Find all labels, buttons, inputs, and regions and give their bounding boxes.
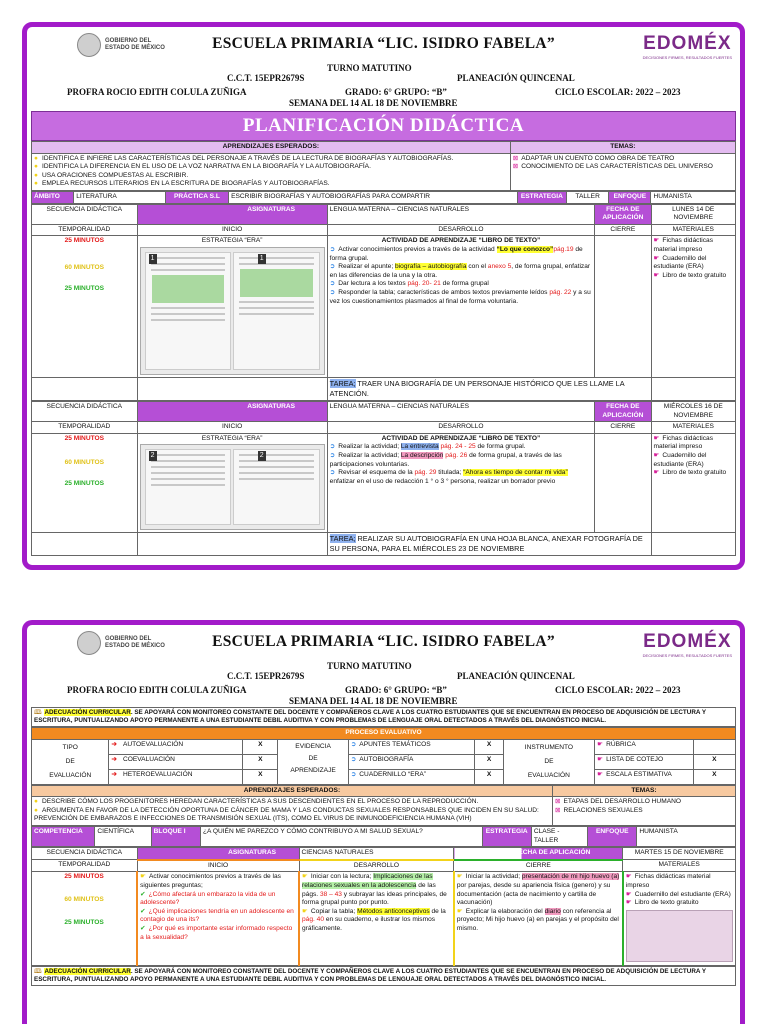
inicio-cell: ☛ Activar conocimientos previos a través de las siguientes preguntas; ✔ ¿Cómo afectará un embarazo la vida de un adolescente? ✔ ¿Qué implicaciones tendría en un adolescente en contagio de una its? ✔ ¿Por qué es importante estar informado respecto a la sexualidad? — [137, 872, 299, 965]
time-cierre: 25 MINUTOS — [64, 479, 105, 487]
arrow-icon: ➲ — [329, 451, 336, 459]
hand-pointer-icon: ☛ — [653, 469, 660, 477]
hand-pointer-icon: ☛ — [456, 907, 463, 915]
school-name: ESCUELA PRIMARIA “LIC. ISIDRO FABELA” — [212, 633, 555, 650]
tarea-text: REALIZAR SU AUTOBIOGRAFÍA EN UNA HOJA BLANCA, ANEXAR FOTOGRAFÍA DE SU PERSONA, PARA EL MIÉRCOLES 23 DE NOVIEMBRE — [329, 534, 643, 554]
checkbox-x-icon: ⊠ — [554, 798, 561, 806]
planeacion: PLANEACIÓN QUINCENAL — [457, 73, 575, 83]
col-cierre: CIERRE — [595, 224, 651, 236]
competencia-row — [31, 826, 736, 847]
col-desarrollo: DESARROLLO — [299, 860, 454, 872]
arrow-icon: ➲ — [350, 740, 357, 748]
time-desarrollo: 60 MINUTOS — [64, 263, 105, 271]
fecha-value: LUNES 14 DE NOVIEMBRE — [651, 204, 736, 224]
edomex-tagline: DECISIONES FIRMES, RESULTADOS FUERTES — [642, 55, 732, 60]
materiales-cell — [651, 236, 736, 378]
secuencia-label: SECUENCIA DIDÁCTICA — [32, 204, 138, 224]
temporalidad-cell — [32, 236, 138, 378]
col-materiales: MATERIALES — [651, 422, 736, 434]
asignaturas-value: LENGUA MATERNA – CIENCIAS NATURALES — [327, 401, 595, 421]
aprendizajes-header: APRENDIZAJES ESPERADOS: — [32, 785, 553, 797]
materiales-cell — [623, 872, 736, 965]
textbook-page-image: 1 1 — [140, 247, 325, 375]
planning-sheet-1 — [22, 22, 745, 570]
aprendizajes-table-2 — [31, 785, 736, 826]
session-2-table — [31, 401, 736, 556]
ambito-value: LITERATURA — [74, 191, 166, 203]
checkbox-x-icon: ⊠ — [554, 806, 561, 814]
secuencia-label: SECUENCIA DIDÁCTICA — [32, 848, 138, 860]
enfoque-value: HUMANISTA — [651, 191, 736, 203]
tema-item: ETAPAS DEL DESARROLLO HUMANO — [563, 798, 681, 806]
enfoque-label: ENFOQUE — [588, 826, 637, 846]
tipo-label: TIPO DE EVALUACIÓN — [32, 739, 109, 784]
edomex-logo — [643, 33, 732, 60]
competencia-label: COMPETENCIA — [32, 826, 95, 846]
asignaturas-label: ASIGNATURAS — [137, 204, 327, 224]
cierre-cell — [595, 236, 651, 378]
asignaturas-label: ASIGNATURAS — [137, 848, 299, 860]
time-inicio: 25 MINUTOS — [64, 873, 104, 881]
material-item: Libro de texto gratuito — [662, 469, 727, 477]
time-cierre: 25 MINUTOS — [64, 284, 105, 292]
inicio-cell — [137, 433, 327, 533]
aprendizaje-item: ● USA ORACIONES COMPUESTAS AL ESCRIBIR. — [34, 172, 508, 181]
book-icon: 🕮 — [34, 709, 42, 716]
adecuacion-text: . SE APOYARÁ CON MONITOREO CONSTANTE DEL DOCENTE Y COMPAÑEROS CLAVE A LOS CUATRO ESTUDIANTES QUE SE ENCUENTRAN EN PROCESO DE ADQUISICIÓN DE LECTURA Y ESCRITURA, PUNTUALIZANDO APOYO PERMANENTE A UNA ESTUDIANTE DEBIL AUDITIVA Y CON PROBLEMAS DE LENGUAJE ORAL DETECTADOS A TRAVÉS DEL DIAGNÓSTICO INICIAL. — [34, 967, 706, 983]
hand-pointer-icon: ☛ — [653, 434, 660, 442]
col-materiales: MATERIALES — [623, 860, 736, 872]
col-materiales: MATERIALES — [651, 224, 736, 236]
planeacion: PLANEACIÓN QUINCENAL — [457, 671, 575, 681]
semana: SEMANA DEL 14 AL 18 DE NOVIEMBRE — [289, 98, 458, 108]
arrow-icon: ➲ — [329, 469, 336, 477]
estrategia-label: ESTRATEGIA — [482, 826, 531, 846]
cierre-cell: ☛ Iniciar la actividad; presentación de mi hijo huevo (a) por parejas, desde su apariencia física (genero) y su documentación (acta de nacimiento y cartilla de vacunación) ☛ Explicar la elaboración del diario con referencia al proyecto; Mi hijo huevo (a) en parejas y el propósito del mismo. — [454, 872, 623, 965]
tarea-label: TAREA; — [329, 534, 356, 544]
estrategia-value: CLASE - TALLER — [531, 826, 587, 846]
aprendizaje-item: ● IDENTIFICA E INFIERE LAS CARACTERÍSTICAS DEL PERSONAJE A TRAVÉS DE LA LECTURA DE BIOGRAFÍAS Y AUTOBIOGRAFÍAS. — [34, 155, 508, 164]
tarea-cell — [327, 377, 651, 400]
arrow-icon: ➲ — [329, 443, 336, 451]
instrumento-label: INSTRUMENTO DE EVALUACIÓN — [503, 739, 595, 784]
evidencia-label: EVIDENCIA DE APRENDIZAJE — [278, 739, 348, 784]
planning-sheet-2 — [22, 620, 745, 1024]
hand-pointer-icon: ☛ — [597, 755, 604, 763]
evidencia-x: X — [475, 754, 503, 769]
grado-grupo: GRADO: 6° GRUPO: “B” — [345, 87, 447, 97]
adecuacion-cell — [32, 708, 736, 727]
adecuacion-top — [31, 707, 736, 727]
aprendizaje-item: ● EMPLEA RECURSOS LITERARIOS EN LA ESCRITURA DE BIOGRAFÍAS Y AUTOBIOGRAFÍAS. — [34, 180, 508, 189]
aprendizaje-item: ● IDENTIFICA LA DIFERENCIA EN EL USO DE LA VOZ NARRATIVA EN LA BIOGRAFÍA Y LA AUTOBIOGRAFÍA. — [34, 163, 508, 172]
turno: TURNO MATUTINO — [327, 661, 412, 671]
temas-list — [552, 797, 735, 826]
material-item: Libro de texto gratuito — [634, 899, 699, 907]
check-icon: ✔ — [140, 924, 146, 932]
time-desarrollo: 60 MINUTOS — [64, 459, 105, 467]
arrow-icon: ➲ — [350, 770, 357, 778]
tipo-item: COEVALUACIÓN — [122, 755, 175, 763]
instrumento-x — [693, 739, 735, 754]
time-inicio: 25 MINUTOS — [64, 434, 105, 442]
aprendizajes-header: APRENDIZAJES ESPERADOS: — [32, 142, 511, 154]
edomex-tagline: DECISIONES FIRMES, RESULTADOS FUERTES — [642, 653, 732, 658]
bloque-value: ¿A QUIÉN ME PAREZCO Y CÓMO CONTRIBUYO A MI SALUD SEXUAL? — [200, 826, 482, 846]
arrow-icon: ➲ — [350, 755, 357, 763]
tarea-text: TRAER UNA BIOGRAFÍA DE UN PERSONAJE HISTÓRICO QUE LES LLAME LA ATENCIÓN. — [329, 378, 625, 398]
check-icon: ✔ — [140, 907, 146, 915]
estrategia-era-label: ESTRATEGIA “ERA” — [201, 434, 263, 442]
hand-pointer-icon: ☛ — [456, 873, 463, 881]
col-inicio: INICIO — [137, 860, 299, 872]
estrategia-value: TALLER — [567, 191, 609, 203]
gob-line-1: GOBIERNO DEL — [105, 38, 152, 44]
aprendizaje-item: ● DESCRIBE CÓMO LOS PROGENITORES HEREDAN CARACTERÍSTICAS A SUS DESCENDIENTES EN EL PROCESO DE LA REPRODUCCIÓN. — [34, 798, 550, 807]
adecuacion-label: ADECUACIÓN CURRICULAR — [44, 709, 131, 716]
check-icon: ✔ — [140, 890, 146, 898]
time-cierre: 25 MINUTOS — [64, 918, 104, 926]
cierre-cell — [595, 433, 651, 533]
aprendizajes-list — [32, 797, 553, 826]
tema-item: RELACIONES SEXUALES — [563, 806, 643, 814]
hand-pointer-icon: ☛ — [653, 237, 660, 245]
temporalidad-cell — [32, 433, 138, 533]
instrumento-item: RÚBRICA — [606, 740, 636, 748]
arrow-icon: ➲ — [329, 280, 336, 288]
temporalidad-cell — [32, 872, 138, 965]
adecuacion-cell — [32, 966, 736, 985]
instrumento-x: X — [693, 754, 735, 769]
tipo-item: HETEROEVALUACIÓN — [122, 770, 193, 778]
proceso-header: PROCESO EVALUATIVO — [32, 728, 736, 740]
col-inicio: INICIO — [137, 224, 327, 236]
time-inicio: 25 MINUTOS — [64, 237, 105, 245]
hand-pointer-icon: ☛ — [302, 907, 308, 915]
arrow-icon: ➲ — [329, 263, 336, 271]
inicio-cell — [137, 236, 327, 378]
instrumento-x: X — [693, 769, 735, 784]
edomex-wordmark: EDOMÉX — [643, 631, 732, 652]
enfoque-label: ENFOQUE — [609, 191, 651, 203]
hand-pointer-icon: ☛ — [653, 451, 660, 459]
hand-pointer-icon: ☛ — [625, 873, 632, 881]
actividad-title: ACTIVIDAD DE APRENDIZAJE “LIBRO DE TEXTO” — [381, 237, 541, 245]
ambito-row — [31, 191, 736, 204]
edomex-wordmark: EDOMÉX — [643, 33, 732, 54]
tipo-x: X — [243, 739, 278, 754]
cct: C.C.T. 15EPR2679S — [227, 671, 305, 681]
secuencia-label: SECUENCIA DIDÁCTICA — [32, 401, 138, 421]
asignaturas-value: CIENCIAS NATURALES — [299, 848, 454, 860]
gob-line-2: ESTADO DE MÉXICO — [105, 643, 165, 649]
planificacion-banner: PLANIFICACIÓN DIDÁCTICA — [31, 111, 736, 141]
material-item: Cuadernillo del estudiante (ERA) — [634, 890, 731, 898]
desarrollo-cell: ☛ Iniciar con la lectura; Implicaciones de las relaciones sexuales en la adolescencia de las págs. 38 – 43 y subrayar las ideas principales, de forma grupal punto por punto. ☛ Copiar la tabla; Métodos anticonceptivos de la pág. 40 en su cuaderno, e ilustrar los mismos gráficamente. — [299, 872, 454, 965]
materials-photo — [626, 910, 733, 962]
profra: PROFRA ROCIO EDITH COLULA ZUÑIGA — [67, 685, 247, 695]
ambito-label: ÁMBITO — [32, 191, 74, 203]
fecha-value: MIÉRCOLES 16 DE NOVIEMBRE — [651, 401, 736, 421]
col-cierre: CIERRE — [454, 860, 623, 872]
aprendizajes-list — [32, 153, 511, 190]
ciclo: CICLO ESCOLAR: 2022 – 2023 — [555, 685, 681, 695]
gob-line-2: ESTADO DE MÉXICO — [105, 45, 165, 51]
turno: TURNO MATUTINO — [327, 63, 412, 73]
asignaturas-value: LENGUA MATERNA – CIENCIAS NATURALES — [327, 204, 595, 224]
competencia-value: CIENTÍFICA — [95, 826, 151, 846]
asignaturas-label: ASIGNATURAS — [137, 401, 327, 421]
tipo-x: X — [243, 769, 278, 784]
col-desarrollo: DESARROLLO — [327, 224, 595, 236]
instrumento-item: ESCALA ESTIMATIVA — [606, 770, 672, 778]
temas-header: TEMAS: — [552, 785, 735, 797]
tarea-label: TAREA; — [329, 378, 356, 388]
checkbox-x-icon: ⊠ — [512, 154, 519, 162]
hand-pointer-icon: ☛ — [597, 770, 604, 778]
semana: SEMANA DEL 14 AL 18 DE NOVIEMBRE — [289, 696, 458, 706]
hand-pointer-icon: ☛ — [625, 899, 632, 907]
temas-header: TEMAS: — [510, 142, 735, 154]
estrategia-era-label: ESTRATEGIA “ERA” — [201, 237, 263, 245]
arrow-right-icon: ➔ — [111, 755, 117, 763]
desarrollo-cell: ACTIVIDAD DE APRENDIZAJE “LIBRO DE TEXTO” ➲ Realizar la actividad; La entrevista pág. 24 - 25 de forma grupal. ➲ Realizar la actividad; La descripción pág. 26 de forma grupal, a través de las participaciones voluntarias. ➲ Revisar el esquema de la pág. 29 titulada; “Ahora es tiempo de contar mi vida” enfatizar en el uso de redacción 1 ° o 3 ° persona, realizar un borrador previo — [327, 433, 595, 533]
school-name: ESCUELA PRIMARIA “LIC. ISIDRO FABELA” — [212, 35, 555, 52]
col-desarrollo: DESARROLLO — [327, 422, 595, 434]
practica-value: ESCRIBIR BIOGRAFÍAS Y AUTOBIOGRAFÍAS PARA COMPARTIR — [229, 191, 518, 203]
fecha-value: MARTES 15 DE NOVIEMBRE — [623, 848, 736, 860]
tema-item: CONOCIMIENTO DE LAS CARACTERÍSTICAS DEL UNIVERSO — [521, 163, 713, 171]
proceso-evaluativo-table — [31, 727, 736, 785]
meta-block — [27, 63, 740, 109]
col-inicio: INICIO — [137, 422, 327, 434]
col-temporalidad: TEMPORALIDAD — [32, 224, 138, 236]
material-item: Fichas didácticas material impreso — [653, 434, 713, 451]
material-item: Fichas didácticas material impreso — [625, 873, 711, 889]
tarea-cell — [327, 533, 651, 556]
practica-label: PRÁCTICA S.L — [165, 191, 228, 203]
session-1-table — [31, 204, 736, 401]
gob-line-1: GOBIERNO DEL — [105, 636, 152, 642]
arrow-icon: ➲ — [329, 288, 336, 296]
hand-pointer-icon: ☛ — [140, 873, 147, 881]
tema-item: ADAPTAR UN CUENTO COMO OBRA DE TEATRO — [521, 154, 675, 162]
material-item: Fichas didácticas material impreso — [653, 237, 713, 253]
fecha-label: FECHA DE APLICACIÓN — [454, 848, 623, 860]
tipo-x: X — [243, 754, 278, 769]
material-item: Libro de texto gratuito — [662, 271, 727, 279]
meta-block — [27, 661, 740, 707]
checkbox-x-icon: ⊠ — [512, 163, 519, 171]
actividad-title: ACTIVIDAD DE APRENDIZAJE “LIBRO DE TEXTO” — [381, 434, 541, 442]
col-cierre: CIERRE — [595, 422, 651, 434]
bloque-label: BLOQUE I — [151, 826, 200, 846]
temas-list — [510, 153, 735, 190]
fecha-label: FECHA DE APLICACIÓN — [595, 401, 651, 421]
hand-pointer-icon: ☛ — [653, 271, 660, 279]
hand-pointer-icon: ☛ — [597, 740, 604, 748]
evidencia-item: APUNTES TEMÁTICOS — [359, 740, 431, 748]
adecuacion-bottom — [31, 966, 736, 986]
material-item: Cuadernillo del estudiante (ERA) — [653, 451, 707, 468]
profra: PROFRA ROCIO EDITH COLULA ZUÑIGA — [67, 87, 247, 97]
ciclo: CICLO ESCOLAR: 2022 – 2023 — [555, 87, 681, 97]
evidencia-x: X — [475, 739, 503, 754]
grado-grupo: GRADO: 6° GRUPO: “B” — [345, 685, 447, 695]
edomex-logo — [643, 631, 732, 658]
fecha-label: FECHA DE APLICACIÓN — [595, 204, 651, 224]
cct: C.C.T. 15EPR2679S — [227, 73, 305, 83]
book-icon: 🕮 — [34, 967, 42, 975]
col-temporalidad: TEMPORALIDAD — [32, 860, 138, 872]
textbook-page-image: 2 2 — [140, 444, 325, 530]
adecuacion-text: . SE APOYARÁ CON MONITOREO CONSTANTE DEL DOCENTE Y COMPAÑEROS CLAVE A LOS CUATRO ESTUDIANTES QUE SE ENCUENTRAN EN PROCESO DE ADQUISICIÓN DE LECTURA Y ESCRITURA, PUNTUALIZANDO APOYO PERMANENTE A UNA ESTUDIANTE DEBIL AUDITIVA Y CON PROBLEMAS DE LENGUAJE ORAL DETECTADOS A TRAVÉS DEL DIAGNÓSTICO INICIAL. — [34, 709, 706, 724]
session-3-table — [31, 847, 736, 966]
estrategia-label: ESTRATEGIA — [517, 191, 566, 203]
aprendizajes-table — [31, 141, 736, 191]
aprendizaje-item: ● ARGUMENTA EN FAVOR DE LA DETECCIÓN OPORTUNA DE CÁNCER DE MAMA Y LAS CONDUCTAS SEXUALES RESPONSABLES QUE INCIDEN EN SU SALUD: PREVENCIÓN DE EMBARAZOS E INFECCIONES DE TRANSMISIÓN SEXUAL (ITS), COMO EL VIRUS DE INMUNODEFICIENCIA HUMANA (VIH) — [34, 807, 550, 824]
materiales-cell — [651, 433, 736, 533]
evidencia-item: AUTOBIOGRAFÍA — [359, 755, 414, 763]
tipo-item: AUTOEVALUACIÓN — [122, 740, 184, 748]
enfoque-value: HUMANISTA — [637, 826, 736, 846]
material-item: Cuadernillo del estudiante (ERA) — [653, 254, 707, 271]
hand-pointer-icon: ☛ — [302, 873, 308, 881]
desarrollo-cell: ACTIVIDAD DE APRENDIZAJE “LIBRO DE TEXTO” ➲ Activar conocimientos previos a través de la actividad “Lo que conozco”pág.19 de forma grupal. ➲ Realizar el apunte; biografía – autobiografía con el anexo 5, de forma grupal, enfatizar en las diferencias de la una y la otra. ➲ Dar lectura a los textos pág. 20- 21 de forma grupal ➲ Responder la tabla; características de ambos textos previamente leídos pág. 22 y a su vez los cuestionamientos plasmados al final de forma voluntaria. — [327, 236, 595, 378]
hand-pointer-icon: ☛ — [625, 890, 632, 898]
arrow-right-icon: ➔ — [111, 740, 117, 748]
arrow-right-icon: ➔ — [111, 770, 117, 778]
hand-pointer-icon: ☛ — [653, 254, 660, 262]
arrow-icon: ➲ — [329, 245, 336, 253]
adecuacion-label: ADECUACIÓN CURRICULAR — [44, 967, 131, 975]
instrumento-item: LISTA DE COTEJO — [606, 755, 664, 763]
evidencia-x: X — [475, 769, 503, 784]
time-desarrollo: 60 MINUTOS — [64, 895, 104, 903]
evidencia-item: CUADERNILLO “ERA” — [359, 770, 426, 778]
col-temporalidad: TEMPORALIDAD — [32, 422, 138, 434]
